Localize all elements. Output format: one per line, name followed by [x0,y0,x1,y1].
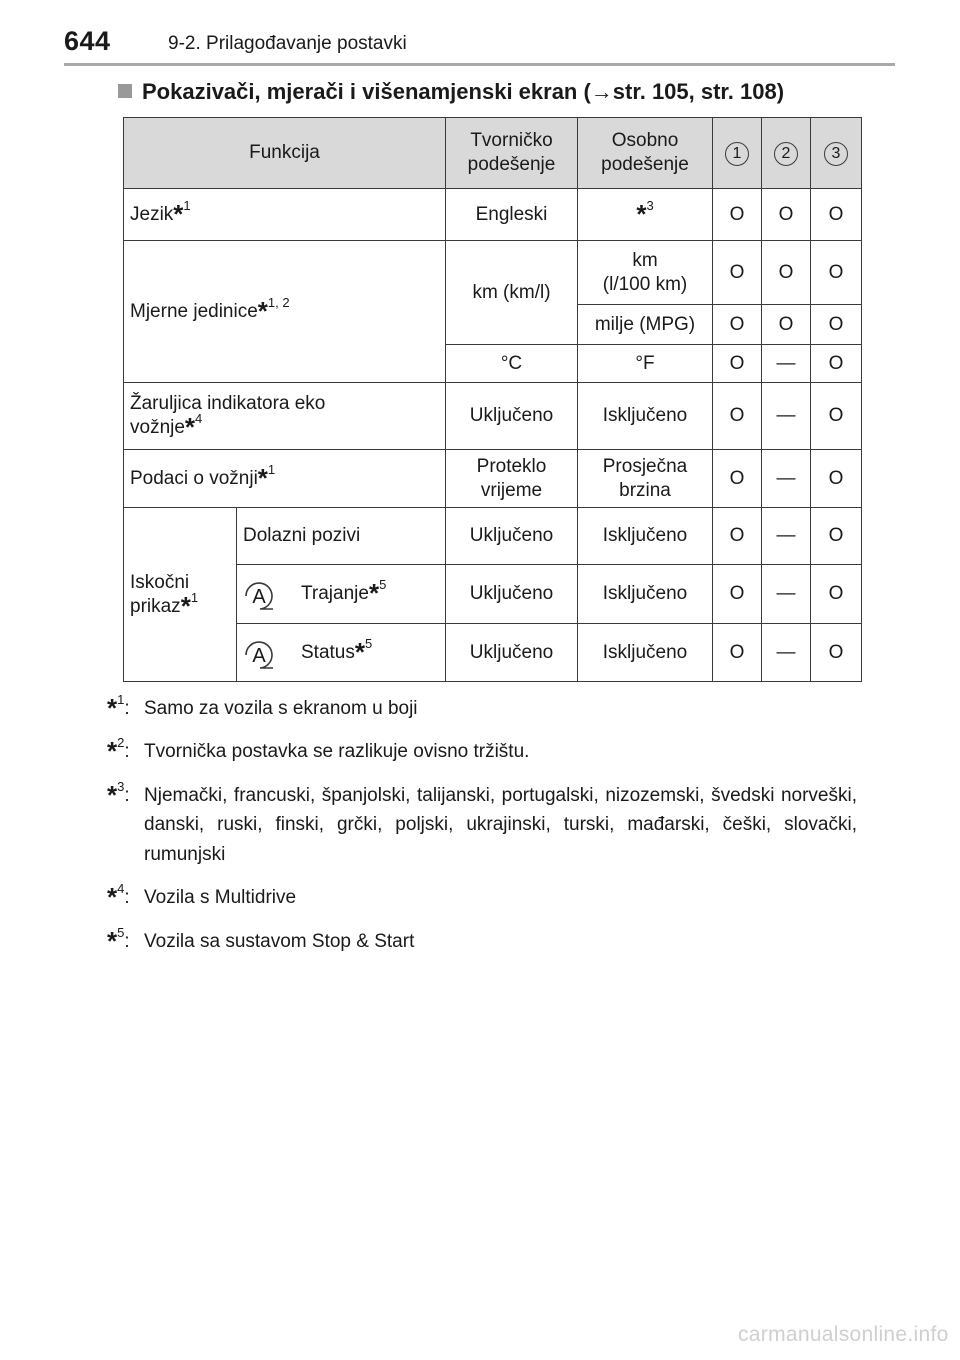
circled-number-2-icon: 2 [774,142,798,166]
cell-custom [578,189,713,241]
label-text: Jezik [130,203,174,225]
letter-a-callout-icon [243,580,273,608]
cell-c1: O [713,624,762,682]
footnote-ref: 1 [183,197,191,213]
asterisk-icon: * [636,198,647,229]
cell-c1: O [713,305,762,345]
table-row-trip [124,450,862,508]
cell-c2: — [762,450,811,508]
asterisk-icon: * [107,779,118,810]
footnote-text: Njemački, francuski, španjolski, talijanski, portugalski, nizozemski, švedski norveški, danski, ruski, finski, grčki, poljski, ukrajinski, turski, mađarski, češki, slovački, rumunjski [144,784,857,865]
cell-factory: Uključeno [446,624,578,682]
cell-c2: O [762,305,811,345]
header-col-1 [713,118,762,189]
header-rule [64,63,895,66]
cell-c1: O [713,383,762,450]
footnotes [107,694,857,970]
asterisk-icon: * [107,693,118,723]
label-text: vožnje [130,417,185,438]
asterisk-icon: * [107,925,118,956]
cell-c3: O [811,383,862,450]
icon-letter: A [252,586,266,608]
asterisk-icon: * [107,882,118,913]
label-text: Podaci o vožnji [130,467,258,489]
cell-factory: Engleski [446,189,578,241]
row-label-popup [124,508,237,682]
cell-custom: Isključeno [578,383,713,450]
header-custom: Osobno podešenje [578,118,713,189]
cell-c3: O [811,450,862,508]
cell-c2: — [762,624,811,682]
cell-c1: O [713,450,762,508]
cell-factory: Uključeno [446,565,578,624]
footnote-ref: 1 [267,461,276,477]
cell-c2: — [762,383,811,450]
cell-c1: O [713,241,762,305]
footnote-number: 4 [117,881,125,897]
footnote-ref: 5 [365,635,373,651]
square-bullet-icon [118,84,132,98]
label-text: Trajanje [301,583,369,605]
row-label-units [124,241,446,383]
cell-c1: O [713,565,762,624]
cell-custom: °F [578,345,713,383]
row-label-trip [124,450,446,508]
cell-c3: O [811,345,862,383]
asterisk-icon: * [184,412,196,442]
table-row-popup-calls [124,508,862,565]
section-heading-text: Pokazivači, mjerači i višenamjenski ekran (→str. 105, str. 108) [142,79,785,104]
sub-label-status [237,624,446,682]
asterisk-icon: * [257,462,268,493]
cell-custom: Prosječna brzina [578,450,713,508]
table-row-language [124,189,862,241]
asterisk-icon: * [257,295,268,326]
asterisk-icon: * [354,636,365,667]
cell-c1: O [713,345,762,383]
cell-custom: milje (MPG) [578,305,713,345]
footnote-item: *$^1$: Samo za vozila s ekranom u boji [107,694,857,723]
cell-c3: O [811,565,862,624]
footnote-number: 1 [117,692,125,707]
label-text: Žaruljica indikatora eko [130,393,326,415]
label-text: Iskočni [130,571,190,593]
settings-table [123,117,862,682]
cell-c1: O [713,189,762,241]
footnote-text: Tvornička postavka se razlikuje ovisno tržištu. [144,741,530,763]
watermark: carmanualsonline.info [738,1323,949,1346]
footnote-text: Vozila s Multidrive [144,887,297,909]
sub-label-calls: Dolazni pozivi [237,508,446,565]
cell-c3: O [811,189,862,241]
cell-c2: — [762,565,811,624]
asterisk-icon: * [173,198,184,229]
label-text: Mjerne jedinice [130,300,258,322]
header-col-2 [762,118,811,189]
footnote-ref: 1 [190,589,199,605]
footnote-ref: 4 [195,411,203,426]
row-label-eco [124,383,446,450]
cell-c1: O [713,508,762,565]
circled-number-3-icon: 3 [824,142,848,166]
cell-custom: km (l/100 km) [578,241,713,305]
footnote-ref: 3 [646,197,654,213]
cell-factory: km (km/l) [446,241,578,345]
footnote-number: 3 [117,778,125,794]
header-function: Funkcija [124,118,446,189]
footnote-item: *$^2$: Tvornička postavka se razlikuje ovisno tržištu. [107,737,857,766]
label-text: Status [301,641,355,663]
footnote-item: *$^3$: Njemački, francuski, španjolski, talijanski, portugalski, nizozemski, švedski norveški, danski, ruski, finski, grčki, poljski, ukrajinski, turski, mađarski, češki, slovački, rumunjski [107,781,857,869]
cell-c3: O [811,241,862,305]
cell-c2: O [762,241,811,305]
cell-custom: Isključeno [578,624,713,682]
chapter-title: 9-2. Prilagođavanje postavki [168,33,407,54]
icon-letter: A [252,644,266,667]
table-row-eco [124,383,862,450]
footnote-number: 5 [117,924,125,940]
footnote-item: *$^4$: Vozila s Multidrive [107,883,857,912]
asterisk-icon: * [180,590,191,621]
cell-c3: O [811,624,862,682]
cell-custom: Isključeno [578,508,713,565]
footnote-item: *$^5$: Vozila sa sustavom Stop & Start [107,927,857,956]
footnote-ref: 5 [379,577,387,593]
row-label-language [124,189,446,241]
label-text: prikaz [130,595,181,617]
asterisk-icon: * [368,578,380,609]
page-header [0,0,960,70]
sub-label-duration [237,565,446,624]
footnote-number: 2 [117,735,125,751]
footnote-text: Vozila sa sustavom Stop & Start [144,930,415,952]
asterisk-icon: * [107,736,118,767]
cell-factory: Uključeno [446,383,578,450]
cell-c2: O [762,189,811,241]
table-row-units-a [124,241,862,305]
footnote-text: Samo za vozila s ekranom u boji [144,698,418,719]
cell-c2: — [762,345,811,383]
table-header-row [124,118,862,189]
cell-c3: O [811,508,862,565]
page-number: 644 [64,26,111,56]
cell-factory: Uključeno [446,508,578,565]
cell-custom: Isključeno [578,565,713,624]
section-heading [118,79,784,105]
header-factory: Tvorničko podešenje [446,118,578,189]
cell-c2: — [762,508,811,565]
cell-c3: O [811,305,862,345]
letter-a-callout-icon [243,639,273,667]
header-col-3 [811,118,862,189]
footnote-ref: 1, 2 [267,294,290,310]
cell-factory: Proteklo vrijeme [446,450,578,508]
cell-factory: °C [446,345,578,383]
circled-number-1-icon: 1 [725,142,749,166]
